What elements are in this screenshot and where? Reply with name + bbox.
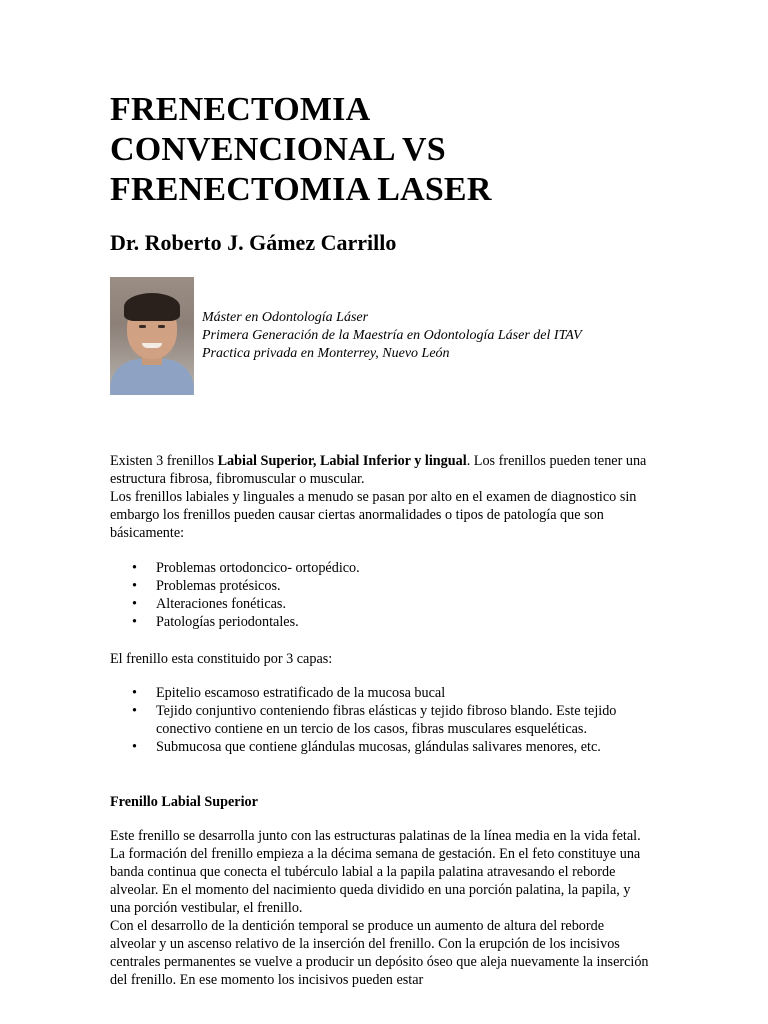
author-bio bbox=[202, 309, 582, 363]
list-item-text: Problemas ortodoncico- ortopédico. bbox=[156, 560, 360, 576]
list-item-text: Alteraciones fonéticas. bbox=[156, 596, 286, 612]
bio-line-2: Primera Generación de la Maestría en Odontología Láser del ITAV bbox=[202, 328, 582, 343]
title-line-2: CONVENCIONAL VS bbox=[110, 131, 446, 168]
bullet-icon: • bbox=[132, 614, 137, 630]
section-paragraph-1: Este frenillo se desarrolla junto con las estructuras palatinas de la línea media en la vida fetal. La formación del frenillo empieza a la décima semana de gestación. En el feto constituye una banda continua que conecta el tubérculo labial a la papila palatina atravesando el reborde alveolar. En el momento del nacimiento queda dividido en una porción palatina, la papila, y una porción vestibular, el frenillo. bbox=[110, 828, 641, 916]
section-body bbox=[110, 827, 650, 989]
problems-list bbox=[110, 559, 650, 631]
bullet-icon: • bbox=[132, 578, 137, 594]
list-item bbox=[110, 684, 630, 702]
intro-second: Los frenillos labiales y linguales a menudo se pasan por alto en el examen de diagnostico sin embargo los frenillos pueden causar ciertas anormalidades o tipos de patología que son básicamente: bbox=[110, 489, 637, 541]
title-line-1: FRENECTOMIA bbox=[110, 91, 371, 128]
bullet-icon: • bbox=[132, 703, 137, 719]
intro-post: . Los frenillos pueden tener una estructura fibrosa, fibromuscular o muscular. bbox=[110, 453, 647, 487]
list-item bbox=[110, 702, 630, 738]
intro-text bbox=[110, 452, 650, 488]
bullet-icon: • bbox=[132, 560, 137, 576]
bullet-icon: • bbox=[132, 596, 137, 612]
bullet-icon: • bbox=[132, 739, 137, 755]
list-item bbox=[110, 595, 650, 613]
list-item-text: Epitelio escamoso estratificado de la mucosa bucal bbox=[156, 685, 446, 701]
author-photo bbox=[110, 277, 194, 395]
list-item bbox=[110, 559, 650, 577]
list-item-text: Submucosa que contiene glándulas mucosas, glándulas salivares menores, etc. bbox=[156, 739, 601, 755]
layers-list bbox=[110, 684, 630, 756]
list-item bbox=[110, 613, 650, 631]
bullet-icon: • bbox=[132, 685, 137, 701]
intro-paragraph bbox=[110, 452, 650, 542]
list-item-text: Patologías periodontales. bbox=[156, 614, 299, 630]
bio-line-1: Máster en Odontología Láser bbox=[202, 310, 369, 325]
list-item bbox=[110, 577, 650, 595]
list-item bbox=[110, 738, 630, 756]
document-title bbox=[110, 90, 710, 210]
list-item-text: Problemas protésicos. bbox=[156, 578, 281, 594]
layers-intro: El frenillo esta constituido por 3 capas: bbox=[110, 651, 333, 667]
list-item-text: Tejido conjuntivo conteniendo fibras elásticas y tejido fibroso blando. Este tejido conectivo contiene en un tercio de los casos, fibras musculares esqueléticas. bbox=[156, 703, 617, 737]
section-heading: Frenillo Labial Superior bbox=[110, 794, 258, 810]
intro-pre: Existen 3 frenillos bbox=[110, 453, 218, 469]
section-paragraph-2: Con el desarrollo de la dentición temporal se produce un aumento de altura del reborde alveolar y un ascenso relativo de la inserción del frenillo. Con la erupción de los incisivos centrales permanentes se vuelve a producir un depósito óseo que aleja nuevamente la inserción del frenillo. En ese momento los incisivos pueden estar bbox=[110, 918, 649, 988]
author-name: Dr. Roberto J. Gámez Carrillo bbox=[110, 230, 397, 255]
title-line-3: FRENECTOMIA LASER bbox=[110, 171, 492, 208]
intro-bold: Labial Superior, Labial Inferior y lingual bbox=[217, 453, 467, 469]
bio-line-3: Practica privada en Monterrey, Nuevo León bbox=[202, 346, 450, 361]
